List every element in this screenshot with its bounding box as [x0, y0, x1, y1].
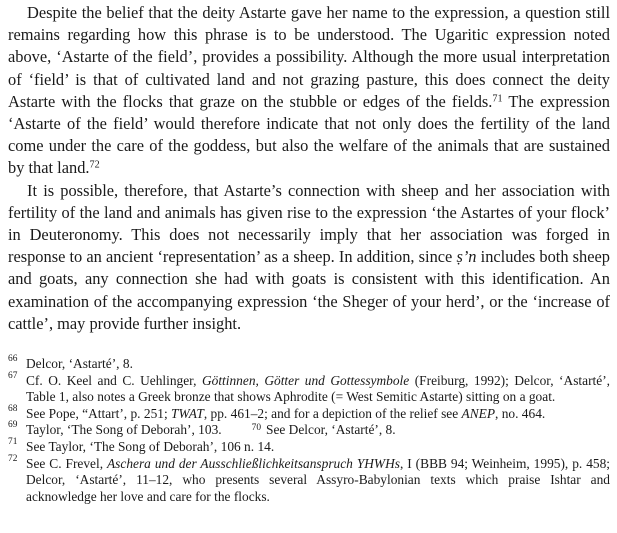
footnote-number: 71 [8, 436, 18, 447]
footnote-text: Cf. O. Keel and C. Uehlinger, [26, 372, 202, 388]
footnote-number: 69 [8, 420, 18, 431]
paragraph-1-text-b: The expression ‘Astarte of the field’ would therefore indicate that not only does the fertility of the land come under the care of the goddess, but also the welfare of the animals that are sustained by that land. [8, 91, 610, 178]
footnote-68 [8, 403, 610, 423]
footnote-72 [8, 453, 610, 506]
footnote-text: (Freiburg, 1992); Delcor, ‘Astarté’, Table 1, also notes a Greek bronze that shows Aphrodite (= West Semitic Astarte) sitting on a goat. [26, 372, 610, 405]
footnote-ref-72: 72 [89, 159, 100, 171]
paragraph-2 [8, 180, 610, 335]
footnote-italic-title: Göttinnen, Götter und Gottessymbole [201, 372, 410, 388]
footnote-italic-title: ANEP [461, 405, 496, 421]
footnote-text: , I (BBB 94; Weinheim, 1995), p. 458; Delcor, ‘Astarté’, 11–12, who presents several Assyro-Babylonian texts which praise Ishtar and acknowledge her love and care for the flocks. [26, 455, 610, 504]
footnote-italic-title: Aschera und der Ausschließlichkeitsanspruch YHWHs [107, 455, 400, 471]
footnote-number: 70 [251, 423, 261, 434]
footnote-66 [8, 356, 610, 373]
paragraph-2-text-b: includes both sheep and goats, any connection she had with goats is consistent with this identification. An examination of the accompanying expression ‘the Sheger of your herd’, or the ‘increase of cattle’, may provide further insight. [8, 247, 610, 333]
footnote-number: 67 [8, 370, 18, 381]
footnote-number: 68 [8, 403, 18, 414]
footnote-text: See Pope, “Attart’, p. 251; [26, 405, 172, 421]
footnotes [8, 356, 610, 505]
footnote-ref-71: 71 [492, 93, 503, 105]
main-text [8, 2, 610, 335]
footnote-69-70 [8, 422, 610, 439]
footnote-text: See C. Frevel, [26, 455, 107, 471]
footnote-text: Taylor, ‘The Song of Deborah’, 103. [26, 422, 222, 438]
footnote-67 [8, 370, 610, 406]
paragraph-2-text-a: It is possible, therefore, that Astarte’s connection with sheep and her association with fertility of the land and animals has given rise to the expression ‘the Astartes of your flock’ in Deuteronomy. This does not necessarily imply that her association was forged in response to an ancient ‘representation’ as a sheep. In addition, since [8, 180, 610, 267]
footnote-text: , no. 464. [495, 405, 546, 421]
footnote-number: 66 [8, 354, 18, 364]
paragraph-1 [8, 2, 610, 180]
footnote-text: See Delcor, ‘Astarté’, 8. [266, 422, 396, 438]
paragraph-2-italic-term: ṣ’n [456, 247, 477, 267]
footnote-number: 72 [8, 453, 18, 464]
footnote-71 [8, 436, 610, 456]
footnote-text: Delcor, ‘Astarté’, 8. [26, 356, 133, 371]
footnote-text: , pp. 461–2; and for a depiction of the relief see [203, 405, 462, 421]
footnote-italic-title: TWAT [171, 405, 204, 421]
footnote-text: See Taylor, ‘The Song of Deborah’, 106 n. 14. [26, 438, 275, 454]
paragraph-1-text-a: Despite the belief that the deity Astarte gave her name to the expression, a question still remains regarding how this phrase is to be understood. The Ugaritic expression noted above, ‘Astarte of the field’, provides a possibility. Although the more usual interpretation of ‘field’ is that of cultivated land and not grazing pasture, this does connect the deity Astarte with the flocks that graze on the stubble or edges of the fields. [8, 3, 610, 111]
